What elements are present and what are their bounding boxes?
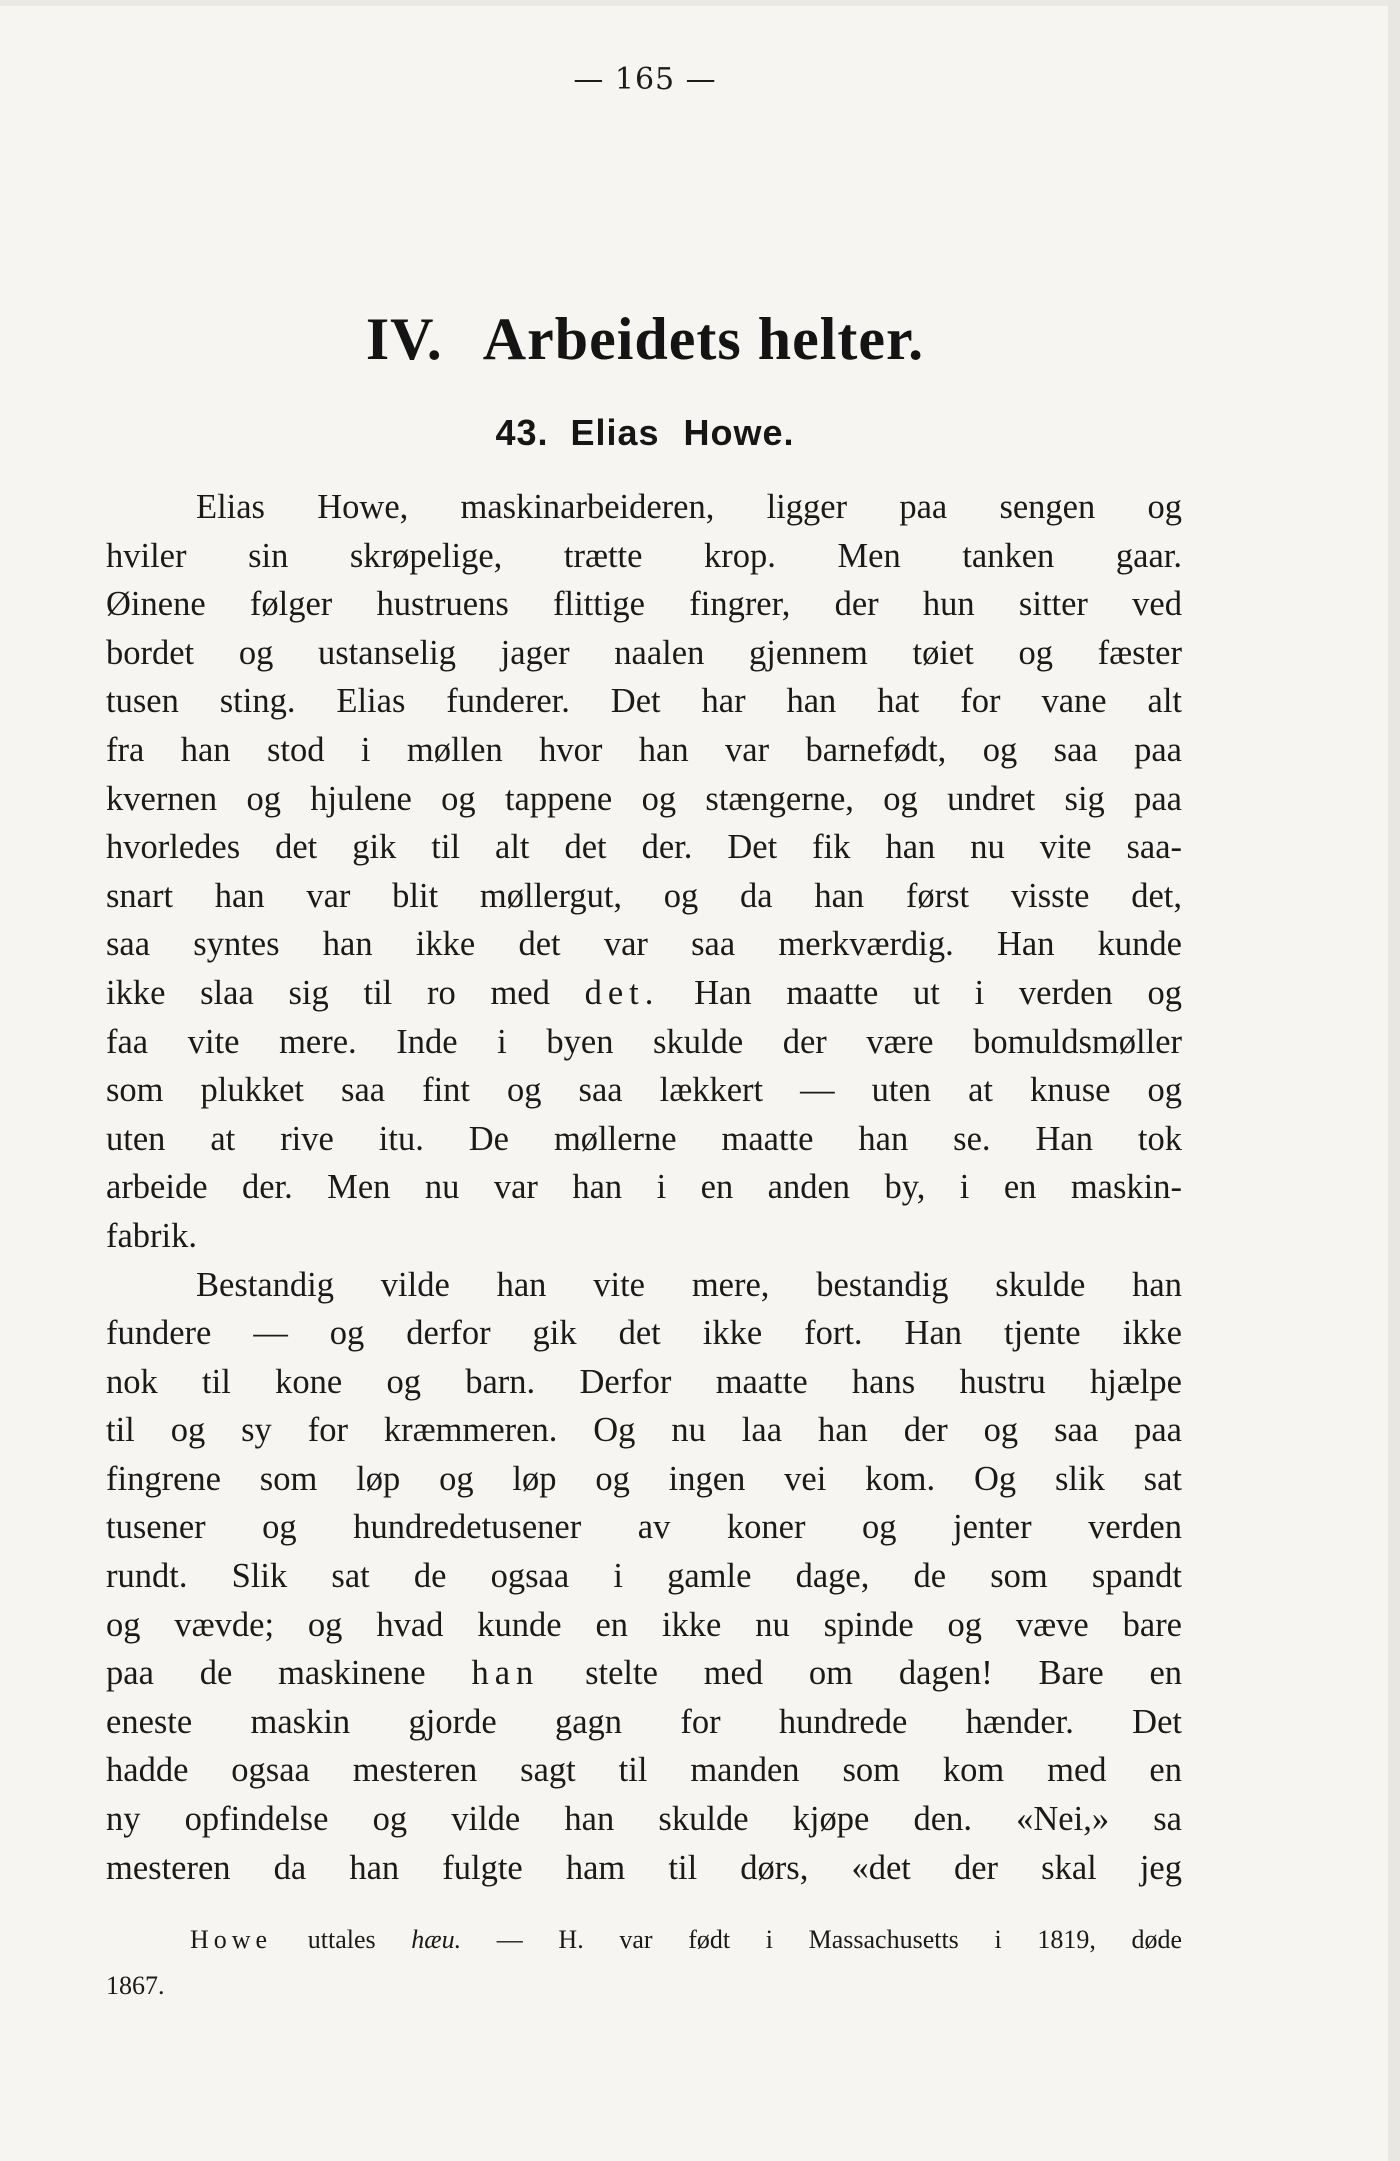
page-edge-top xyxy=(0,0,1400,6)
footnote-name: Howe xyxy=(190,1925,273,1954)
text-line xyxy=(106,1649,1182,1698)
text-line: hvorledes det gik til alt det der. Det fik han nu vite saa- xyxy=(106,828,1182,867)
footnote-text: — H. var født i Massachusetts i 1819, døde xyxy=(496,1925,1183,1954)
text-line: Øinene følger hustruens flittige fingrer, der hun sitter ved xyxy=(106,585,1182,624)
text-line: tusen sting. Elias funderer. Det har han hat for vane alt xyxy=(106,682,1182,721)
text-line: fingrene som løp og løp og ingen vei kom. Og slik sat xyxy=(106,1459,1182,1498)
text-line: ny opfindelse og vilde han skulde kjøpe den. «Nei,» sa xyxy=(106,1800,1182,1839)
chapter-numeral: IV. xyxy=(365,306,443,372)
footnote-pronunciation: hæu. xyxy=(411,1925,462,1954)
chapter-title xyxy=(0,305,1290,374)
footnote-line: 1867. xyxy=(106,1971,165,2000)
text-line: arbeide der. Men nu var han i en anden by, i en maskin- xyxy=(106,1168,1182,1207)
section-last-name: Howe. xyxy=(683,412,795,453)
text-line: og vævde; og hvad kunde en ikke nu spinde og væve bare xyxy=(106,1605,1182,1644)
text-line: eneste maskin gjorde gagn for hundrede hænder. Det xyxy=(106,1702,1182,1741)
footnote xyxy=(106,1917,1182,2009)
footnote-text: uttales xyxy=(307,1925,376,1954)
section-number: 43. xyxy=(495,412,549,453)
section-title xyxy=(0,412,1290,454)
emphasized-word: det. xyxy=(584,973,660,1012)
text-line: kvernen og hjulene og tappene og stængerne, og undret sig paa xyxy=(106,779,1182,818)
text-line: som plukket saa fint og saa lækkert — uten at knuse og xyxy=(106,1071,1182,1110)
text-line: hviler sin skrøpelige, trætte krop. Men tanken gaar. xyxy=(106,536,1182,575)
text-line: hadde ogsaa mesteren sagt til manden som kom med en xyxy=(106,1751,1182,1790)
footnote-line xyxy=(106,1917,1182,1963)
text-line: fabrik. xyxy=(106,1216,198,1255)
body-text xyxy=(106,483,1182,1892)
text-line xyxy=(106,969,1182,1018)
chapter-title-text: Arbeidets helter. xyxy=(482,306,925,372)
text-line: uten at rive itu. De møllerne maatte han se. Han tok xyxy=(106,1119,1182,1158)
text-line: til og sy for kræmmeren. Og nu laa han der og saa paa xyxy=(106,1411,1182,1450)
text-line: mesteren da han fulgte ham til dørs, «det der skal jeg xyxy=(106,1848,1182,1887)
text-segment: stelte med om dagen! Bare en xyxy=(585,1654,1183,1693)
text-line: nok til kone og barn. Derfor maatte hans hustru hjælpe xyxy=(106,1362,1182,1401)
text-line: saa syntes han ikke det var saa merkværdig. Han kunde xyxy=(106,925,1182,964)
section-first-name: Elias xyxy=(570,412,660,453)
text-line: faa vite mere. Inde i byen skulde der være bomuldsmøller xyxy=(106,1022,1182,1061)
page-number: — 165 — xyxy=(573,62,717,97)
text-line: tusener og hundredetusener av koner og jenter verden xyxy=(106,1508,1182,1547)
page-edge-right xyxy=(1388,0,1400,2161)
text-line: snart han var blit møllergut, og da han først visste det, xyxy=(106,876,1182,915)
text-segment: Han maatte ut i verden og xyxy=(694,973,1182,1012)
text-line: rundt. Slik sat de ogsaa i gamle dage, de som spandt xyxy=(106,1557,1182,1596)
text-segment: paa de maskinene xyxy=(106,1654,426,1693)
text-line: fra han stod i møllen hvor han var barnefødt, og saa paa xyxy=(106,730,1182,769)
text-line: fundere — og derfor gik det ikke fort. Han tjente ikke xyxy=(106,1314,1182,1353)
emphasized-word: han xyxy=(471,1654,540,1693)
text-line: Elias Howe, maskinarbeideren, ligger paa sengen og xyxy=(196,488,1182,526)
text-segment: ikke slaa sig til ro med xyxy=(106,973,550,1012)
text-line: bordet og ustanselig jager naalen gjennem tøiet og fæster xyxy=(106,633,1182,672)
text-line: Bestandig vilde han vite mere, bestandig skulde han xyxy=(196,1265,1182,1304)
